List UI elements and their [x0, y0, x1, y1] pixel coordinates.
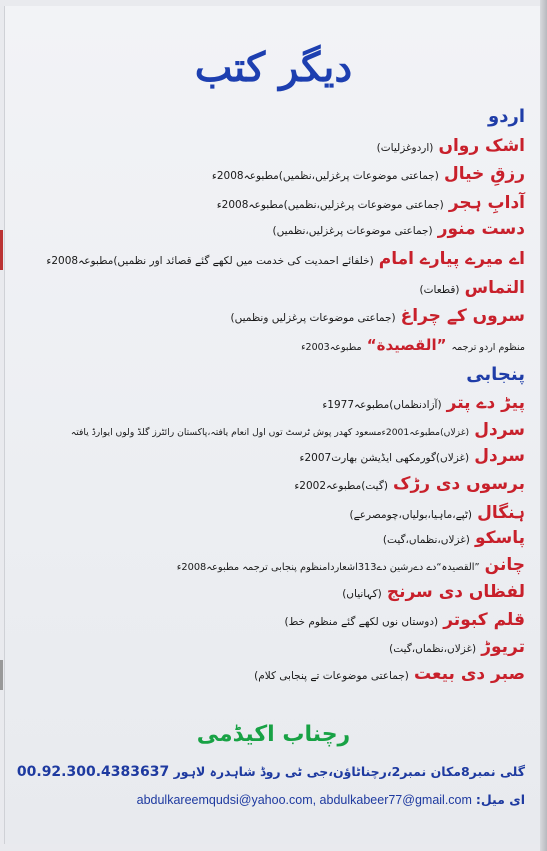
book-entry [15, 219, 525, 239]
book-entry [15, 278, 525, 298]
book-title: برسوں دی رڑک [393, 474, 525, 494]
translation-lead: منظوم اردو ترجمہ [451, 342, 525, 353]
book-note: (جماعتی موضوعات پرغزلیں ونظمیں) [230, 312, 396, 324]
book-title: التماس [464, 278, 525, 298]
spine-mark [0, 230, 3, 270]
book-note: (خلفائے احمدیت کی خدمت میں لکھے گئے قصائد اور نظمیں)مطبوعہ2008ء [46, 255, 374, 267]
book-entry [15, 474, 525, 494]
book-title: اشک رواں [438, 136, 525, 156]
book-note: (قطعات) [419, 284, 460, 296]
book-title: صبر دی بیعت [414, 664, 525, 684]
book-title: سردل [474, 420, 525, 440]
book-title: اے میرے پیارے امام [378, 249, 525, 269]
book-entry [15, 192, 525, 213]
book-title: ہنگال [477, 503, 525, 523]
book-entry [15, 637, 525, 657]
spine-mark [0, 660, 3, 690]
book-entry [15, 664, 525, 684]
book-note: (جماعتی موضوعات تے پنجابی کلام) [254, 670, 409, 682]
book-title: آدابِ ہجر [448, 193, 525, 213]
book-note: (غزلاں)مطبوعہ2001ءمسعود کھدر پوش ٹرسٹ توں اول انعام یافتہ،پاکستان رائٹرز گلڈ ولوں ایوارڈ یافتہ [70, 427, 470, 438]
book-title: پاسکو [474, 528, 525, 548]
email-addresses[interactable]: abdulkareemqudsi@yahoo.com, abdulkabeer77@gmail.com [136, 793, 472, 807]
postal-address: گلی نمبر8مکان نمبر2،رچناٹاؤن،جی ٹی روڈ شاہدرہ لاہور [173, 764, 525, 779]
book-entry [15, 420, 525, 440]
section-heading-punjabi: پنجابی [466, 364, 525, 385]
contact-address-line [5, 764, 525, 780]
page-title: دیگر کتب [194, 44, 353, 91]
book-entry [15, 305, 525, 326]
book-note: (غزلاں)گورمکھی ایڈیشن بھارت2007ء [299, 452, 470, 464]
book-note: (دوستاں نوں لکھے گئے منظوم خط) [284, 616, 439, 628]
book-entry [15, 555, 525, 575]
section-heading-urdu: اردو [488, 106, 525, 127]
book-entry-translation [15, 335, 525, 354]
book-entry [15, 610, 525, 630]
contact-email-line [5, 792, 525, 807]
book-note: (غزلاں،نظماں،گیت) [382, 534, 470, 546]
book-note: (جماعتی موضوعات پرغزلیں،نظمیں)مطبوعہ2008ء [216, 199, 444, 211]
book-title: سردل [474, 446, 525, 466]
book-note: (گیت)مطبوعہ2002ء [294, 480, 388, 492]
book-entry [15, 446, 525, 466]
book-entry [15, 502, 525, 523]
book-note: (غزلاں،نظماں،گیت) [389, 643, 477, 655]
book-entry [15, 164, 525, 184]
book-title: قلم کبوتر [443, 610, 525, 630]
book-title: پیڑ دے پتر [446, 393, 525, 413]
book-note: مطبوعہ2003ء [301, 342, 362, 353]
phone-number: 00.92.300.4383637 [16, 764, 170, 780]
book-note: (جماعتی موضوعات پرغزلیں،نظمیں) [272, 225, 433, 237]
book-title: تریوڑ [481, 637, 525, 657]
book-title: سروں کے چراغ [400, 306, 525, 326]
book-note: ”القصیدہ“دے دےرشین دے313اشعاردامنظوم پنجابی ترجمہ مطبوعہ2008ء [176, 562, 480, 573]
book-title: دست منور [437, 219, 525, 239]
book-note: (جماعتی موضوعات پرغزلیں،نظمیں)مطبوعہ2008ء [211, 170, 439, 182]
book-entry [15, 528, 525, 548]
book-note: (آزادنظماں)مطبوعہ1977ء [322, 399, 442, 411]
book-entry [15, 392, 525, 413]
book-title: رزقِ خیال [443, 164, 525, 184]
book-entry [15, 248, 525, 269]
book-title: چانن [484, 555, 525, 575]
email-label: ای میل: [475, 792, 525, 807]
book-entry [15, 136, 525, 156]
book-title: لفظاں دی سرنج [386, 582, 525, 602]
book-title: ”القصیدة“ [366, 336, 447, 354]
book-entry [15, 582, 525, 602]
book-note: (ٹپے،ماہیا،بولیاں،چومصرعے) [349, 509, 472, 521]
book-note: (اردوغزلیات) [376, 142, 434, 154]
publisher-name: رچناب اکیڈمی [196, 722, 351, 747]
book-note: (کہانیاں) [342, 588, 382, 600]
